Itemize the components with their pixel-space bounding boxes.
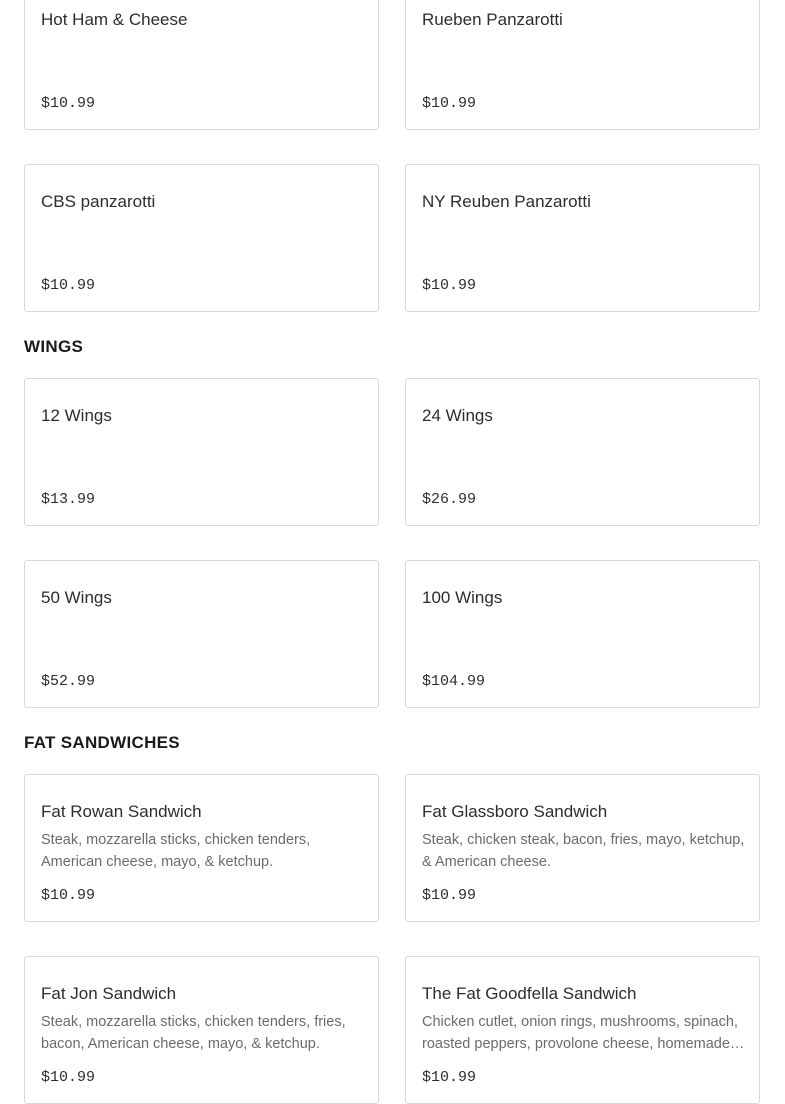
menu-item-card[interactable]	[24, 0, 379, 130]
menu-item-name: 12 Wings	[41, 406, 112, 425]
menu-item-name: Hot Ham & Cheese	[41, 10, 188, 29]
menu-item-name: 50 Wings	[41, 588, 112, 607]
menu-item-name: 100 Wings	[422, 588, 503, 607]
menu-item-price: $10.99	[41, 887, 96, 904]
menu-item-price: $26.99	[422, 491, 477, 508]
menu-item-price: $13.99	[41, 491, 96, 508]
menu-item-description: Steak, mozzarella sticks, chicken tenders, fries, bacon, American cheese, mayo, & ketchup.	[41, 1014, 346, 1052]
menu-item-card[interactable]	[405, 378, 760, 526]
menu-item-description: Chicken cutlet, onion rings, mushrooms, spinach, roasted peppers, provolone cheese, homemade…	[422, 1014, 745, 1052]
menu-item-name: Rueben Panzarotti	[422, 10, 563, 29]
menu-item-price: $10.99	[422, 1069, 477, 1086]
section-heading-fat-sandwiches: FAT SANDWICHES	[24, 733, 180, 752]
menu-item-name: CBS panzarotti	[41, 192, 156, 211]
menu-item-price: $10.99	[41, 1069, 96, 1086]
menu-item-card[interactable]	[24, 956, 379, 1104]
menu-item-name: The Fat Goodfella Sandwich	[422, 984, 637, 1003]
menu-item-description: Steak, mozzarella sticks, chicken tenders, American cheese, mayo, & ketchup.	[41, 832, 311, 870]
menu-item-card[interactable]	[405, 0, 760, 130]
menu-item-price: $10.99	[422, 277, 477, 294]
menu-item-description: Steak, chicken steak, bacon, fries, mayo, ketchup, & American cheese.	[422, 832, 745, 870]
menu-item-card[interactable]	[24, 774, 379, 922]
section-heading-wings: WINGS	[24, 337, 84, 356]
menu-item-card[interactable]	[405, 956, 760, 1104]
menu-item-price: $104.99	[422, 673, 486, 690]
menu-item-card[interactable]	[24, 164, 379, 312]
menu-item-card[interactable]	[24, 378, 379, 526]
menu-item-price: $10.99	[422, 95, 477, 112]
menu-item-name: NY Reuben Panzarotti	[422, 192, 591, 211]
menu-item-name: 24 Wings	[422, 406, 493, 425]
menu-item-price: $10.99	[41, 95, 96, 112]
menu-item-name: Fat Rowan Sandwich	[41, 802, 202, 821]
menu-item-card[interactable]	[24, 560, 379, 708]
menu-item-price: $10.99	[41, 277, 96, 294]
menu-item-name: Fat Jon Sandwich	[41, 984, 177, 1003]
menu-item-card[interactable]	[405, 560, 760, 708]
menu-item-name: Fat Glassboro Sandwich	[422, 802, 608, 821]
menu-item-card[interactable]	[405, 774, 760, 922]
menu-item-card[interactable]	[405, 164, 760, 312]
menu-item-price: $10.99	[422, 887, 477, 904]
menu-item-price: $52.99	[41, 673, 96, 690]
